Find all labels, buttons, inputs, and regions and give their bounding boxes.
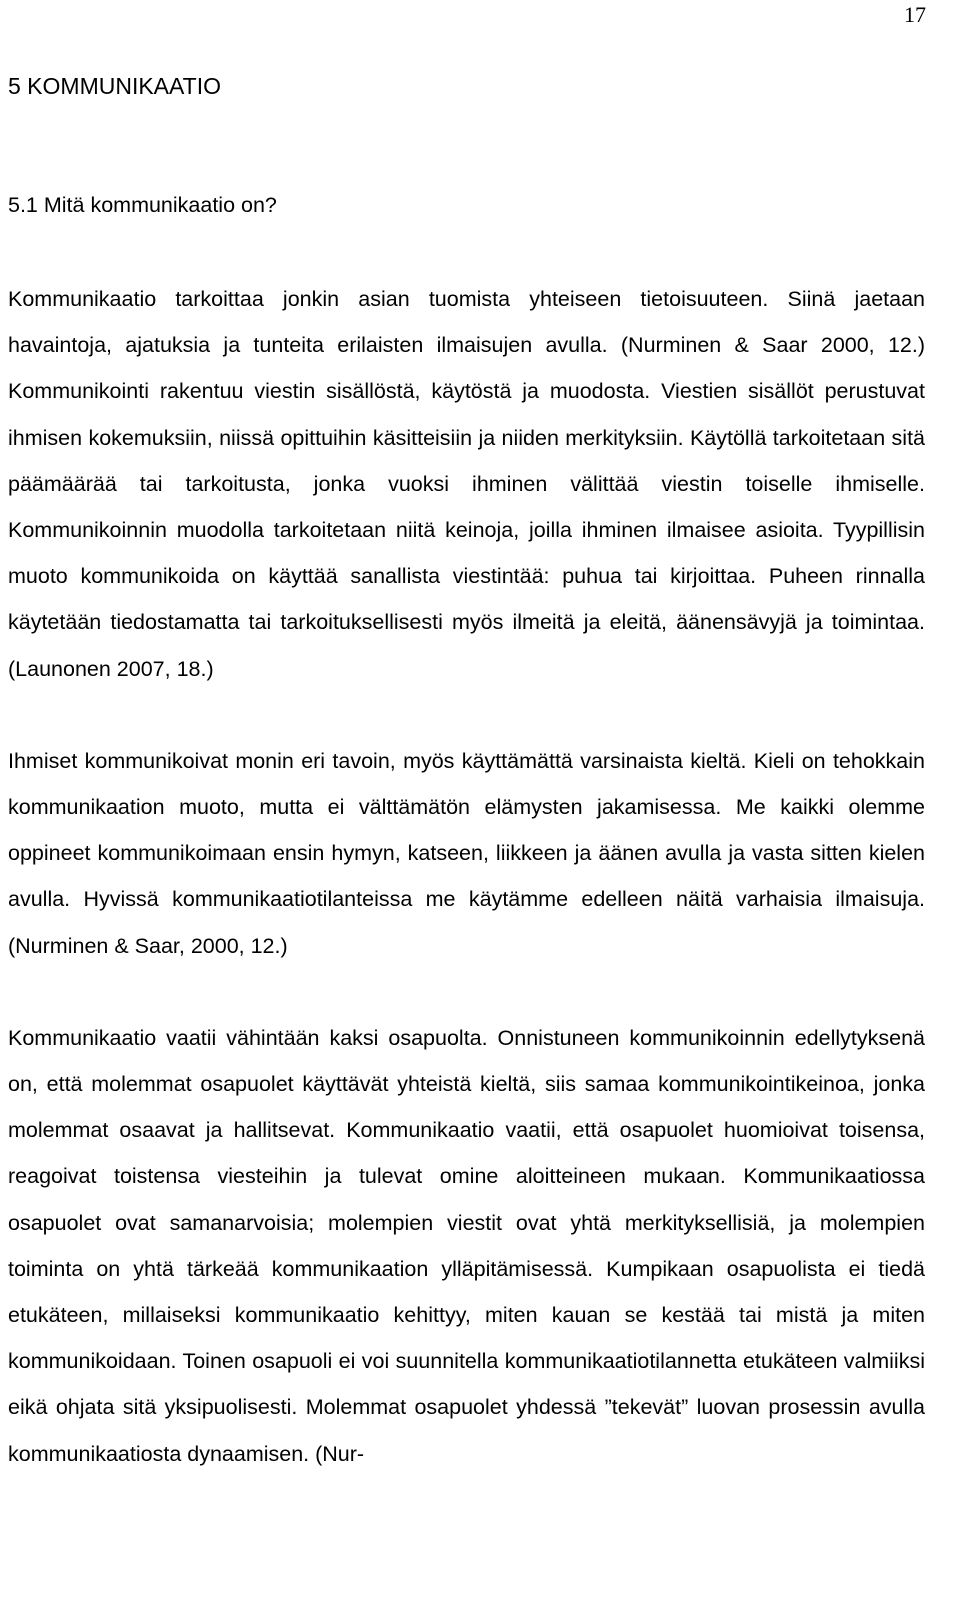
chapter-title: 5 KOMMUNIKAATIO <box>8 73 221 99</box>
page-number: 17 <box>904 2 926 27</box>
document-body <box>8 66 925 1477</box>
paragraph-communication-parties: Kommunikaatio vaatii vähintään kaksi osapuolta. Onnistuneen kommunikoinnin edellytyksenä on, että molemmat osapuolet käyttävät yhteistä kieltä, siis samaa kommunikointikeinoa, jonka molemmat osaavat ja hallitsevat. Kommunikaatio vaatii, että osapuolet huomioivat toisensa, reagoivat toistensa viesteihin ja tulevat omine aloitteineen mukaan. Kommunikaatiossa osapuolet ovat samanarvoisia; molempien viestit ovat yhtä merkityksellisiä, ja molempien toiminta on yhtä tärkeää kommunikaation ylläpitämisessä. Kumpikaan osapuolista ei tiedä etukäteen, millaiseksi kommunikaatio kehittyy, miten kauan se kestää tai mistä ja miten kommunikoidaan. Toinen osapuoli ei voi suunnitella kommunikaatiotilannetta etukäteen valmiiksi eikä ohjata sitä yksipuolisesti. Molemmat osapuolet yhdessä ”tekevät” luovan prosessin avulla kommunikaatiosta dynaamisen. (Nur- <box>8 1025 925 1466</box>
paragraph-communication-ways: Ihmiset kommunikoivat monin eri tavoin, myös käyttämättä varsinaista kieltä. Kieli on tehokkain kommunikaation muoto, mutta ei välttämätön elämysten jakamisessa. Me kaikki olemme oppineet kommunikoimaan ensin hymyn, katseen, liikkeen ja äänen avulla ja vasta sitten kielen avulla. Hyvissä kommunikaatiotilanteissa me käytämme edelleen näitä varhaisia ilmaisuja. (Nurminen & Saar, 2000, 12.) <box>8 748 925 958</box>
paragraph-communication-definition: Kommunikaatio tarkoittaa jonkin asian tuomista yhteiseen tietoisuuteen. Siinä jaetaan havaintoja, ajatuksia ja tunteita erilaisten ilmaisujen avulla. (Nurminen & Saar 2000, 12.) Kommunikointi rakentuu viestin sisällöstä, käytöstä ja muodosta. Viestien sisällöt perustuvat ihmisen kokemuksiin, niissä opittuihin käsitteisiin ja niiden merkityksiin. Käytöllä tarkoitetaan sitä päämäärää tai tarkoitusta, jonka vuoksi ihminen välittää viestin toiselle ihmiselle. Kommunikoinnin muodolla tarkoitetaan niitä keinoja, joilla ihminen ilmaisee asioita. Tyypillisin muoto kommunikoida on käyttää sanallista viestintää: puhua tai kirjoittaa. Puheen rinnalla käytetään tiedostamatta tai tarkoituksellisesti myös ilmeitä ja eleitä, äänensävyjä ja toimintaa. (Launonen 2007, 18.) <box>8 287 925 681</box>
section-title: 5.1 Mitä kommunikaatio on? <box>8 193 277 217</box>
